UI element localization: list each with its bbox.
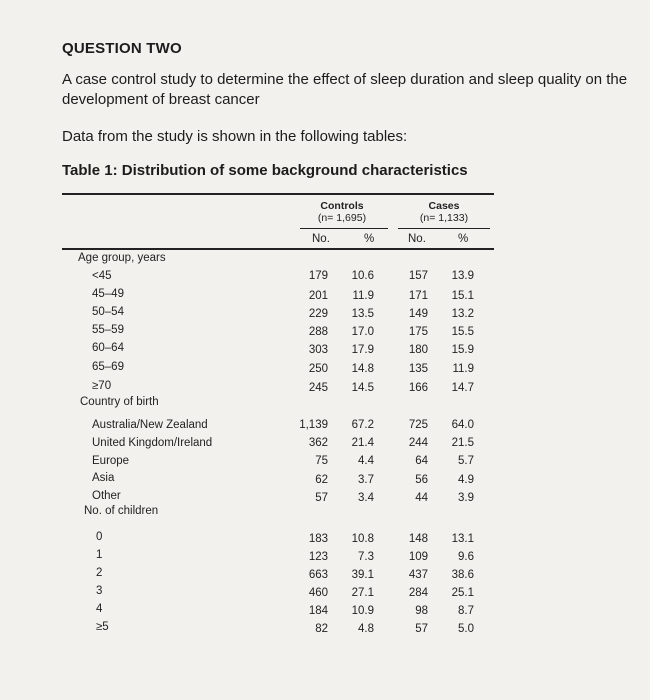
controls-count: 183 [308, 533, 328, 545]
question-heading: QUESTION TWO [62, 40, 182, 57]
cases-percent: 13.2 [451, 308, 474, 320]
cases-count: 175 [408, 326, 428, 338]
row-label: ≥5 [96, 621, 109, 633]
controls-count: 303 [308, 344, 328, 356]
controls-count: 460 [308, 587, 328, 599]
cases-count: 56 [415, 474, 428, 486]
cases-percent: 11.9 [452, 363, 474, 375]
cases-percent: 15.9 [451, 344, 474, 356]
controls-count: 179 [308, 270, 328, 282]
cases-count: 166 [408, 382, 428, 394]
cases-count: 98 [415, 605, 428, 617]
cases-percent: 14.7 [451, 382, 474, 394]
cases-count: 725 [408, 419, 428, 431]
table-title: Table 1: Distribution of some background characteristics [62, 162, 468, 179]
cases-count: 171 [408, 290, 428, 302]
controls-count: 75 [315, 455, 328, 467]
controls-count: 245 [308, 382, 328, 394]
controls-count: 184 [308, 605, 328, 617]
controls-percent: 14.5 [351, 382, 374, 394]
cases-percent: 5.7 [458, 455, 474, 467]
section-title: Age group, years [78, 252, 166, 264]
row-label: United Kingdom/Ireland [92, 437, 213, 449]
cases-percent: 25.1 [451, 587, 474, 599]
row-label: 4 [96, 603, 103, 615]
controls-count: 82 [315, 623, 328, 635]
cases-percent: 3.9 [458, 492, 474, 504]
controls-count: 663 [308, 569, 328, 581]
row-label: ≥70 [92, 380, 112, 392]
row-label: 1 [96, 549, 103, 561]
cases-count: 109 [408, 551, 428, 563]
row-label: 60–64 [92, 342, 124, 354]
row-label: 3 [96, 585, 103, 597]
controls-percent: 39.1 [351, 569, 374, 581]
cases-percent: 21.5 [451, 437, 474, 449]
controls-percent: 3.7 [358, 474, 374, 486]
row-label: Europe [92, 455, 130, 467]
cases-count: 437 [408, 569, 428, 581]
controls-percent: 21.4 [351, 437, 374, 449]
table-top-rule [62, 193, 494, 195]
cases-count: 64 [415, 455, 428, 467]
cases-count: 157 [408, 270, 428, 282]
controls-count: 362 [308, 437, 328, 449]
cases-header-rule [398, 228, 490, 229]
controls-percent: 13.5 [351, 308, 374, 320]
controls-header [300, 200, 384, 224]
cases-count: 135 [408, 363, 428, 375]
row-label: 2 [96, 567, 103, 579]
controls-percent: 10.8 [351, 533, 374, 545]
controls-pct-header: % [364, 233, 375, 245]
row-label: <45 [92, 270, 112, 282]
cases-pct-header: % [458, 233, 469, 245]
row-label: Other [92, 490, 121, 502]
row-label: Asia [92, 472, 115, 484]
cases-percent: 9.6 [458, 551, 474, 563]
intro-text: A case control study to determine the effect of sleep duration and sleep quality on the development of breast cancer [62, 71, 628, 108]
controls-percent: 14.8 [351, 363, 374, 375]
row-label: 55–59 [92, 324, 124, 336]
controls-count: 201 [308, 290, 328, 302]
controls-count: 288 [308, 326, 328, 338]
section-title: No. of children [84, 505, 159, 517]
controls-percent: 4.8 [358, 623, 374, 635]
controls-no-header: No. [312, 233, 330, 245]
controls-percent: 10.9 [351, 605, 374, 617]
cases-percent: 64.0 [451, 419, 474, 431]
controls-count: 250 [308, 363, 328, 375]
cases-label: Cases [428, 200, 460, 212]
cases-no-header: No. [408, 233, 426, 245]
cases-n: (n= 1,133) [419, 212, 469, 224]
row-label: 45–49 [92, 288, 124, 300]
controls-header-rule [300, 228, 388, 229]
controls-count: 123 [308, 551, 328, 563]
cases-percent: 8.7 [458, 605, 474, 617]
row-label: 0 [96, 531, 103, 543]
cases-count: 57 [415, 623, 428, 635]
cases-percent: 15.1 [451, 290, 474, 302]
controls-percent: 10.6 [351, 270, 374, 282]
cases-header [398, 200, 490, 224]
controls-n: (n= 1,695) [317, 212, 367, 224]
row-label: Australia/New Zealand [92, 419, 208, 431]
controls-count: 62 [315, 474, 328, 486]
cases-count: 180 [408, 344, 428, 356]
row-label: 50–54 [92, 306, 124, 318]
cases-percent: 38.6 [451, 569, 474, 581]
controls-count: 229 [308, 308, 328, 320]
controls-percent: 4.4 [358, 455, 374, 467]
cases-percent: 13.9 [451, 270, 474, 282]
cases-percent: 15.5 [451, 326, 474, 338]
controls-count: 57 [315, 492, 328, 504]
cases-count: 148 [408, 533, 428, 545]
controls-percent: 27.1 [351, 587, 374, 599]
table-header-bottom-rule [62, 248, 494, 250]
controls-percent: 17.9 [351, 344, 374, 356]
cases-count: 244 [408, 437, 428, 449]
row-label: 65–69 [92, 361, 124, 373]
cases-count: 44 [415, 492, 428, 504]
cases-percent: 4.9 [458, 474, 474, 486]
controls-percent: 17.0 [351, 326, 374, 338]
cases-percent: 5.0 [458, 623, 474, 635]
controls-count: 1,139 [299, 419, 328, 431]
controls-percent: 7.3 [358, 551, 374, 563]
controls-label: Controls [320, 200, 364, 212]
controls-percent: 11.9 [352, 290, 374, 302]
section-title: Country of birth [80, 396, 159, 408]
cases-percent: 13.1 [451, 533, 474, 545]
cases-count: 284 [408, 587, 428, 599]
data-intro-text: Data from the study is shown in the following tables: [62, 128, 408, 145]
controls-percent: 67.2 [351, 419, 374, 431]
cases-count: 149 [408, 308, 428, 320]
controls-percent: 3.4 [358, 492, 374, 504]
